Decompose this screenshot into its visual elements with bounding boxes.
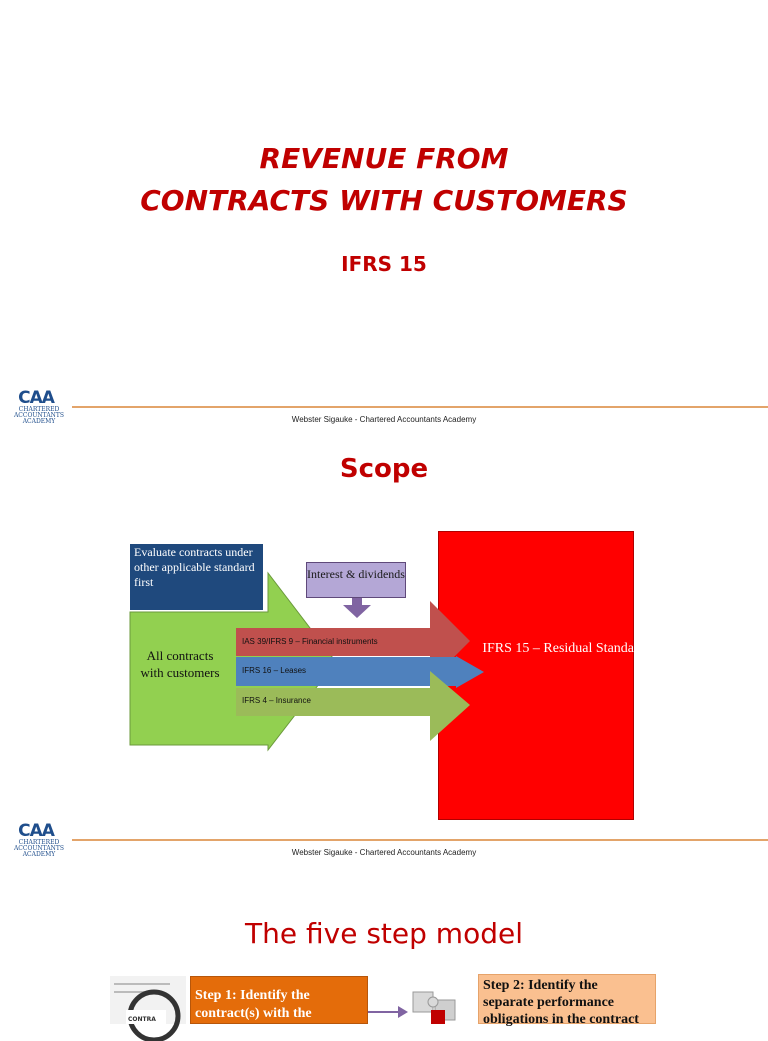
magnifier-icon: [110, 976, 186, 1024]
scope-title: Scope: [339, 454, 429, 484]
step-connector-arrow: [368, 1004, 410, 1020]
leases-label: IFRS 16 – Leases: [242, 666, 307, 675]
five-step-title: The five step model: [245, 917, 523, 950]
all-contracts-label: All contracts with customers: [140, 648, 220, 680]
ifrs15-residual-label: IFRS 15 – Residual Standard: [482, 641, 646, 656]
slide-subtitle: IFRS 15: [341, 252, 427, 276]
footer-text: Webster Sigauke - Chartered Accountants Academy: [291, 848, 477, 857]
step2-box: Step 2: Identify the separate performance obligations in the contract: [478, 974, 656, 1024]
puzzle-icon: [405, 982, 473, 1024]
step1-box: Step 1: Identify the contract(s) with the customer: [190, 976, 368, 1024]
slide-title-line2: CONTRACTS WITH CUSTOMERS: [140, 184, 628, 217]
svg-text:CONTRA: CONTRA: [128, 1016, 156, 1023]
evaluate-first-box: Evaluate contracts under other applicable standard first: [130, 544, 263, 610]
footer-divider: [72, 839, 768, 841]
contract-magnifier-image: [110, 976, 186, 1024]
caa-logo: CAA CHARTERED ACCOUNTANTS ACADEMY: [13, 388, 65, 425]
puzzle-image: [405, 982, 473, 1024]
caa-logo: CAA CHARTERED ACCOUNTANTS ACADEMY: [13, 821, 65, 858]
financial-instruments-label: IAS 39/IFRS 9 – Financial instruments: [242, 637, 378, 646]
insurance-label: IFRS 4 – Insurance: [242, 696, 311, 705]
interest-dividends-box: Interest & dividends: [306, 562, 406, 598]
interest-down-arrow: [343, 597, 371, 618]
footer-text: Webster Sigauke - Chartered Accountants Academy: [291, 415, 477, 424]
slide-title-line1: REVENUE FROM: [259, 142, 509, 175]
